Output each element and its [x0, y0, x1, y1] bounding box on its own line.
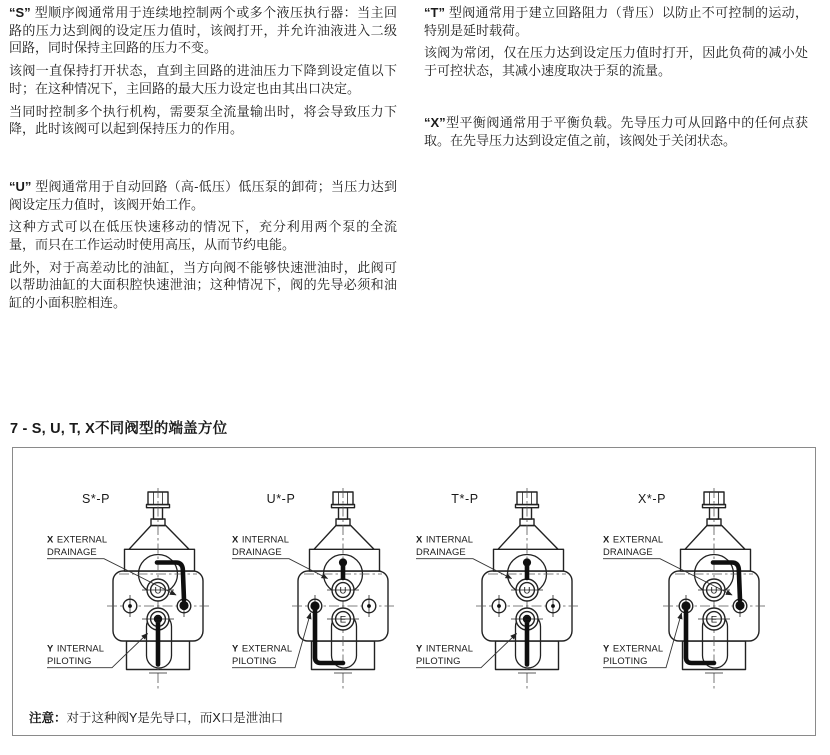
- right-column: [424, 4, 808, 154]
- paragraph-s-2: [9, 62, 397, 97]
- paragraph-text: 当同时控制多个执行机构，需要泵全流量输出时，将会导致压力下降，此时该阀可以起到保持压力的作用。: [9, 103, 397, 137]
- port-u-letter: U: [339, 585, 347, 597]
- paragraph-text: 型阀通常用于自动回路（高-低压）低压泵的卸荷；当压力达到阀设定压力值时，该阀开始工作。: [9, 178, 397, 212]
- x-port-label: X EXTERNAL: [603, 533, 664, 545]
- y-port-label: Y INTERNAL: [47, 642, 105, 654]
- paragraph-u-2: [9, 218, 397, 253]
- plugged-port-dot-right: [551, 604, 555, 608]
- x-port-label: X INTERNAL: [232, 533, 290, 545]
- valve-variant-label: T*-P: [451, 492, 479, 506]
- paragraph-t-1: [424, 4, 808, 39]
- x-port-label-line2: DRAINAGE: [416, 546, 466, 557]
- paragraph-s-3: [9, 103, 397, 138]
- x-port-label-line2: DRAINAGE: [603, 546, 653, 557]
- y-port-label: Y EXTERNAL: [603, 642, 664, 654]
- x-port-label-line2: DRAINAGE: [47, 546, 97, 557]
- note-label: 注意：: [29, 711, 67, 725]
- paragraph-text: 这种方式可以在低压快速移动的情况下，充分利用两个泵的全流量，而只在工作运动时使用高压，从而节约电能。: [9, 219, 397, 253]
- port-u-letter: U: [154, 585, 162, 597]
- y-port-label-line2: PILOTING: [232, 655, 277, 666]
- port-e-letter: E: [710, 614, 718, 626]
- note-text: 对于这种阀Y是先导口，而X口是泄油口: [66, 711, 284, 725]
- x-port-label: X INTERNAL: [416, 533, 474, 545]
- figure-note: [29, 708, 283, 726]
- figure-heading: 7 - S, U, T, X不同阀型的端盖方位: [10, 421, 228, 437]
- valve-diagram-x: [574, 486, 769, 698]
- valve-diagram-s: [18, 486, 213, 698]
- paragraph-u-3: [9, 259, 397, 312]
- valve-variant-label: X*-P: [637, 492, 667, 506]
- y-port-label-line2: PILOTING: [603, 655, 648, 666]
- plugged-port-dot: [128, 604, 132, 608]
- valve-type-t-label: “T”: [424, 5, 445, 20]
- y-port-label-line2: PILOTING: [416, 655, 461, 666]
- paragraph-text: 型顺序阀通常用于连续地控制两个或多个液压执行器：当主回路的压力达到阀的设定压力值时，该阀打开，并允许油液进入二级回路，同时保持主回路的压力不变。: [9, 5, 397, 56]
- paragraph-s-1: [9, 4, 397, 57]
- paragraph-text: 型阀通常用于建立回路阻力（背压）以防止不可控制的运动，特别是延时载荷。: [424, 5, 808, 38]
- port-e-letter: E: [154, 614, 162, 626]
- port-e-letter: E: [339, 614, 347, 626]
- valve-type-x-label: “X”: [424, 114, 446, 130]
- paragraph-t-2: [424, 44, 808, 79]
- y-port-label: Y EXTERNAL: [232, 642, 293, 654]
- plugged-port-dot: [367, 604, 371, 608]
- paragraph-u-1: [9, 178, 397, 213]
- paragraph-text: 该阀一直保持打开状态，直到主回路的进油压力下降到设定值以下时；在这种情况下，主回路的最大压力设定也由其出口决定。: [9, 63, 397, 96]
- figure-box: [12, 447, 816, 736]
- drainage-port-dot: [735, 601, 744, 610]
- left-column: [9, 4, 397, 317]
- paragraph-text: 此外，对于高差动比的油缸，当方向阀不能够快速泄油时，此阀可以帮助油缸的大面积腔快速泄油；这种情况下，阀的先导必须和油缸的小面积腔相连。: [9, 259, 397, 311]
- port-u-letter: U: [710, 585, 718, 597]
- valve-variant-label: U*-P: [266, 492, 296, 506]
- port-e-letter: E: [523, 614, 531, 626]
- valve-type-s-label: “S”: [9, 5, 31, 20]
- x-port-label: X EXTERNAL: [47, 533, 108, 545]
- paragraph-text: 该阀为常闭，仅在压力达到设定压力值时打开，因此负荷的减小处于可控状态，其减小速度取决于泵的流量。: [424, 45, 808, 79]
- plugged-port-dot-left: [497, 604, 501, 608]
- valve-diagram-t: [387, 486, 582, 698]
- drainage-port-dot: [179, 601, 188, 610]
- y-port-label-line2: PILOTING: [47, 655, 92, 666]
- paragraph-x-1: [424, 114, 808, 149]
- y-port-label: Y INTERNAL: [416, 642, 474, 654]
- port-u-letter: U: [523, 585, 531, 597]
- valve-diagram-u: [203, 486, 398, 698]
- paragraph-text: 型平衡阀通常用于平衡负载。先导压力可从回路中的任何点获取。在先导压力达到设定值之前，该阀处于关闭状态。: [424, 114, 808, 148]
- x-port-label-line2: DRAINAGE: [232, 546, 282, 557]
- valve-variant-label: S*-P: [81, 492, 111, 506]
- valve-type-u-label: “U”: [9, 178, 32, 194]
